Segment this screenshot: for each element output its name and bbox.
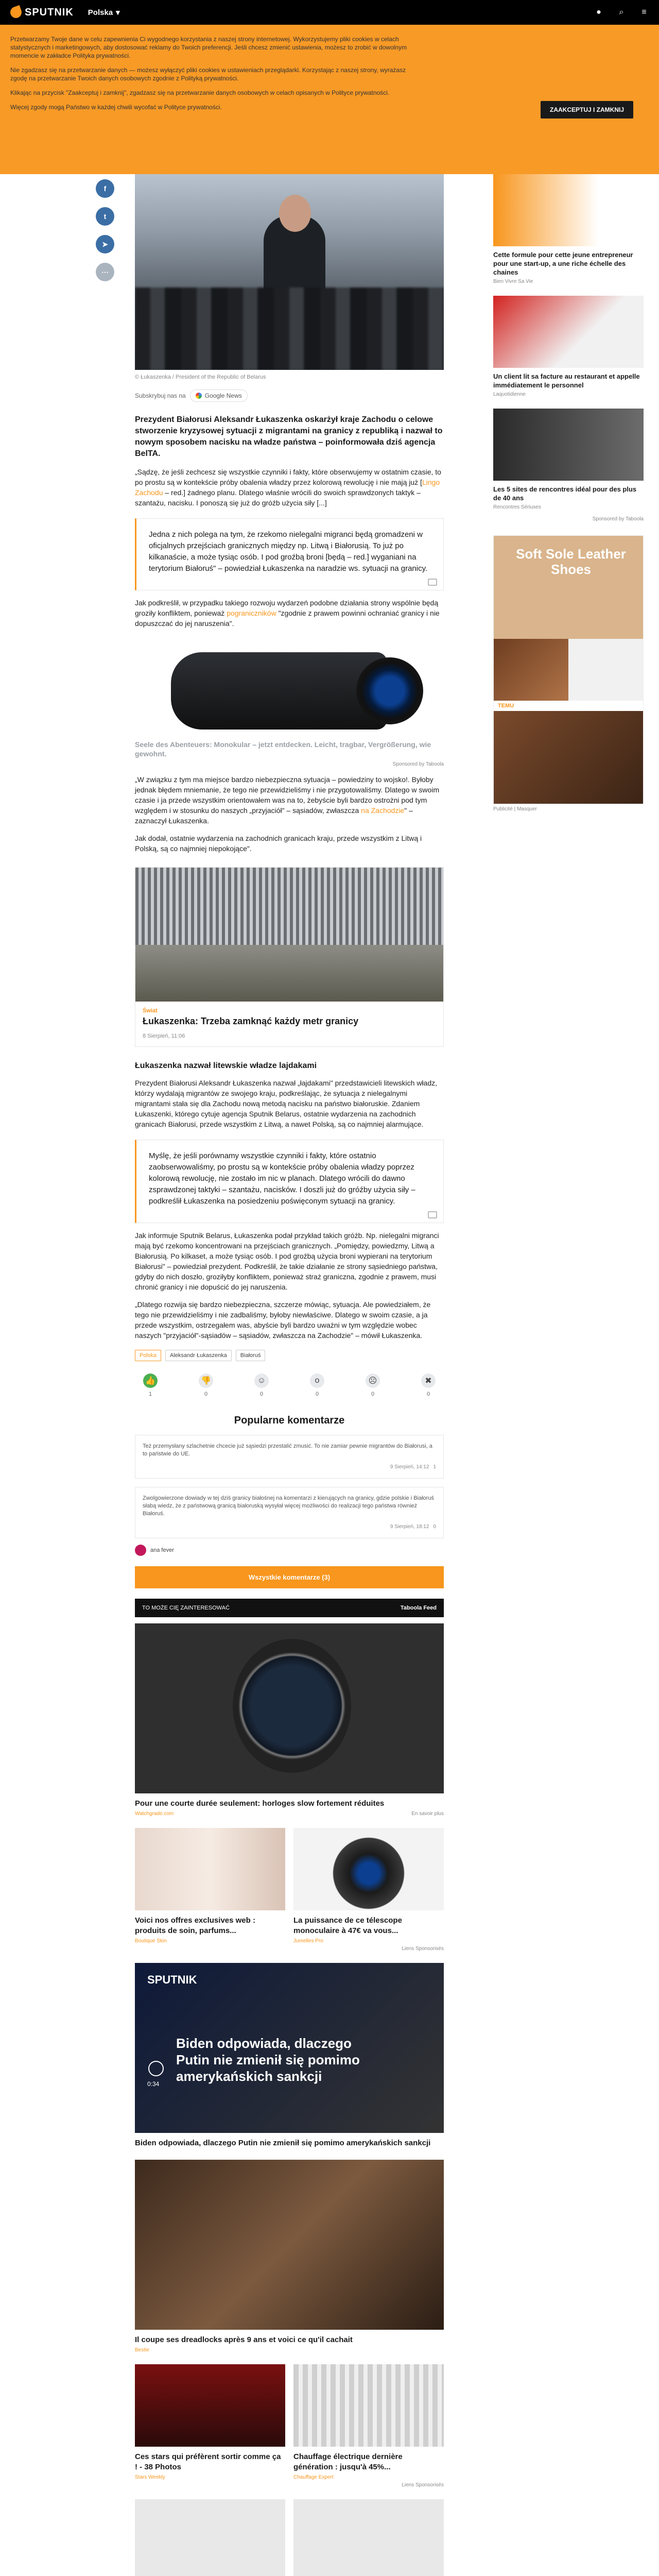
ad-product-image (494, 711, 643, 804)
article-subheading: Łukaszenka nazwał litewskie władze lajdakami (135, 1061, 317, 1070)
promo-source[interactable]: Bestie (135, 2347, 149, 2353)
share-bar (96, 179, 116, 281)
ad-footer[interactable]: Publicité | Masquer (493, 806, 537, 812)
user-icon[interactable]: ● (596, 8, 601, 16)
search-icon[interactable]: ⌕ (619, 8, 624, 16)
telegram-share-icon[interactable]: ➤ (96, 235, 114, 253)
ad-caption[interactable]: Seele des Abenteuers: Monokular – jetzt entdecken. Leicht, tragbar, Vergrößerung, wie gewohnt. (135, 740, 431, 758)
related-article-tag[interactable]: Świat (143, 1008, 158, 1014)
more-share-icon[interactable]: ⋯ (96, 263, 114, 281)
promo-row (135, 2364, 444, 2480)
cookie-text-4: Więcej zgody mogą Państwo w każdej chwili wycofać w Polityce prywatności. (10, 104, 222, 111)
edition-selector[interactable]: Polska ▾ (88, 8, 120, 17)
comment-likes[interactable]: 0 (433, 1524, 436, 1530)
promo-image (293, 1828, 444, 1910)
inline-link[interactable]: na Zachodzie (361, 806, 405, 815)
reaction-laugh[interactable]: ☺ 0 (254, 1374, 269, 1397)
promo-card[interactable]: Ces stars qui préfèrent sortir comme ça ! - 38 Photos Stars Weekly (135, 2364, 285, 2480)
related-article-title[interactable]: Łukaszenka: Trzeba zamknąć każdy metr granicy (143, 1016, 359, 1026)
image-caption: © Łukaszenka / President of the Republic of Belarus (135, 374, 266, 380)
thumbs-down-icon: 👎 (199, 1374, 213, 1388)
article-paragraph: „W związku z tym ma miejsce bardzo niebezpieczna sytuacja – powiedziny to wojsko!. Byłoby jednak błędem mniemanie, że tego nie przewidzieliśmy i nie przygotowaliśmy. Dlatego w swoim czasie i ja przede wszystkim orientowałem was na to, żebyście byli bardzo ostrożni pod tym względem i w stosunku do naszych „przyjaciół" – sąsiadów, zwłaszcza na Zachodzie" – zaznaczył Łukaszenka. (135, 775, 440, 825)
reaction-sad[interactable]: ☹ 0 (366, 1374, 380, 1397)
sidebar-item[interactable]: Un client lit sa facture au restaurant et appelle immédiatement le personnel Laquotidienne (493, 296, 644, 397)
shoes-ad[interactable] (493, 535, 644, 804)
google-news-button[interactable]: Google News (190, 389, 248, 402)
cookie-text-2: Nie zgadzasz się na przetwarzanie danych — możesz wyłączyć pliki cookies w ustawieniach przeglądarki. Korzystając z naszej strony, wyrażasz zgodę na przetwarzanie Twoich danych osobowych zgodnie z Polityką prywatności. (10, 66, 406, 82)
ad-sponsor-label[interactable]: Sponsored by Taboola (392, 761, 444, 767)
facebook-share-icon[interactable]: f (96, 179, 114, 198)
promo-row (135, 2499, 444, 2576)
article-quote: Jedna z nich polega na tym, że rzekomo nielegalni migranci będą gromadzeni w oficjalnych przejściach granicznych między np. Litwą i Białorusią. To już po kilkanaście, a może tysiąc osób. I pod groźbą broni [będą – red.] wyganiani na terytorium Białoruś" – powiedział Łukaszenka na naradzie ws. sytuacji na granicy. (135, 518, 444, 590)
comment-card (135, 1435, 444, 1479)
related-article-date: 8 Sierpień, 11:06 (143, 1033, 185, 1039)
article-tags (135, 1350, 444, 1361)
menu-icon[interactable]: ≡ (641, 8, 647, 16)
comment-text: Zwolgowierzone dowiady w tej dziś granicy białośnej na komentarzi z kierujących na granicy, gdzie polskie i Białoruś słabą wiedz, że z państwową granicą białoruską wysyłał więcej możliwości do realizacji tego państwa również Białoruś. (143, 1495, 434, 1517)
laugh-icon: ☺ (254, 1374, 269, 1388)
sidebar-item[interactable]: Les 5 sites de rencontres idéal pour des plus de 40 ans Rencontres Sériuses (493, 409, 644, 510)
ad-brand: TEMU (498, 703, 514, 709)
comments-heading: Popularne komentarze (234, 1415, 345, 1426)
taboola-feed-label[interactable]: Taboola Feed (400, 1605, 437, 1611)
reaction-surprised[interactable]: o 0 (310, 1374, 324, 1397)
recommendations-header: TO MOŻE CIĘ ZAINTERESOWAĆ Taboola Feed (135, 1599, 444, 1617)
cookie-banner (0, 25, 659, 174)
article-paragraph: „Sądzę, że jeśli zechcesz się wszystkie czynniki i fakty, które obserwujemy w ostatnim czasie, to po prostu są w kontekście próby obalenia władzy przez kolorową rewolucję i nie mają już [Lingo Zachodu – red.] żadnego planu. Dlatego właśnie wrócili do swoich sprawdzonych taktyk – szantażu, nacisku. I ponoszą się już do gróźb użycia siły [...] (135, 468, 441, 507)
tag-lukaszenka[interactable]: Aleksandr Łukaszenka (165, 1350, 232, 1361)
promo-source[interactable]: Watchgrade.com (135, 1811, 174, 1817)
reaction-dislike[interactable]: 👎 0 (199, 1374, 213, 1397)
comment-card (135, 1487, 444, 1538)
reactions-bar (135, 1374, 444, 1397)
promo-card[interactable] (135, 2499, 285, 2576)
chevron-down-icon: ▾ (116, 8, 120, 17)
sponsored-note[interactable]: Liens Sponsorisés (402, 1946, 444, 1952)
all-comments-button[interactable]: Wszystkie komentarze (3) (135, 1566, 444, 1588)
monocular-ad-image[interactable] (135, 642, 444, 735)
sputnik-logo-icon (9, 5, 23, 20)
surprised-icon: o (310, 1374, 324, 1388)
promo-card[interactable]: Voici nos offres exclusives web : produits de soin, parfums... Boutique Skin (135, 1828, 285, 1944)
promo-image (135, 2364, 285, 2447)
site-header (0, 0, 659, 25)
promo-title[interactable]: Il coupe ses dreadlocks après 9 ans et voici ce qu'il cachait (135, 2335, 353, 2344)
quote-icon (428, 1211, 437, 1218)
article-paragraph: Jak dodał, ostatnie wydarzenia na zachodnich granicach kraju, przede wszystkim z Litwą i Polską, są co najmniej niepokojące". (135, 834, 422, 853)
thumbs-up-icon: 👍 (143, 1374, 158, 1388)
promo-card[interactable]: La puissance de ce télescope monoculaire à 47€ va vous... Jumelles Pro (293, 1828, 444, 1944)
article-lead: Prezydent Białorusi Aleksandr Łukaszenka oskarżył kraje Zachodu o celowe stworzenie kryzysowej sytuacji z migrantami na granicy z republiką i nazwał to nowym sposobem nacisku na władze państwa – poinformowała dziś agencja BelTA. (135, 415, 443, 458)
promo-dreadlocks-image[interactable] (135, 2160, 444, 2330)
comment-text: Też przemysłany szlachetnie chcecie już sąsiedzi przestalić zmusić. To nie zamiar pewnie migrantów do Białorusi, a to państwie do UE. (143, 1443, 432, 1457)
promo-card[interactable] (293, 2499, 444, 2576)
promo-card[interactable]: Chauffage électrique dernière génération : jusqu'à 45%... Chauffage Expert (293, 2364, 444, 2480)
cookie-text-3: Klikając na przycisk "Zaakceptuj i zamknij", zgadzasz się na przetwarzanie danych osobowych w celach opisanych w Polityce prywatności. (10, 89, 390, 96)
promo-watch-image[interactable] (135, 1623, 444, 1793)
sputnik-logo: SPUTNIK (147, 1973, 197, 1986)
promo-image (135, 1828, 285, 1910)
article-quote: Myślę, że jeśli porównamy wszystkie czynniki i fakty, które ostatnio zaobserwowaliśmy, po prostu są w kontekście próby obalenia władzy poprzez kolorową rewolucję, nie zostało im nic w planach. Dlatego wrócili do dawno zsprawdzonej taktyki – szantażu, nacisków. I doszli już do gróźby użycia siły – podkreślił Łukaszenka na posiedzeniu poświęconym sytuacji na granicy. (135, 1140, 444, 1223)
google-news-icon (196, 393, 202, 399)
promo-image (135, 2499, 285, 2576)
reaction-angry[interactable]: ✖ 0 (421, 1374, 436, 1397)
sidebar-sponsor[interactable]: Sponsored by Taboola (592, 516, 644, 522)
google-news-subscribe: Subskrybuj nas na Google News (135, 389, 444, 402)
tag-bialorus[interactable]: Białoruś (236, 1350, 266, 1361)
video-overlay-title: Biden odpowiada, dlaczego Putin nie zmienił się pomimo amerykańskich sankcji (176, 2036, 360, 2084)
related-article-image (135, 868, 443, 1002)
article-paragraph: „Dlatego rozwija się bardzo niebezpieczna, szczerze mówiąc, sytuacja. Ale powiedziałem, że tego nie przewidzieliśmy i nie zadbaliśmy, byłoby niewłaściwe. Dlatego w swoim czasie, a ja przede wszystkim, ostrzegałem was, abyście byli bardzo uważni w tym względzie wobec naszych "przyjaciół"-sąsiadów – sąsiadów, zwłaszcza na Zachodzie" – mówił Łukaszenka. (135, 1300, 431, 1340)
promo-cta[interactable]: En savoir plus (411, 1811, 444, 1817)
reaction-like[interactable]: 👍 1 (143, 1374, 158, 1397)
article-paragraph: Jak informuje Sputnik Belarus, Łukaszenka podał przykład takich gróźb. Np. nielegalni migranci mają być rzekomo koncentrowani na przejściach granicznych. „Pomiędzy, powiedzmy, Litwą a Białorusią. Po kilkaset, a może tysiąc osób. I pod groźbą użycia broni wypierani na terytorium Białorusi" – powiedział prezydent. Podkreślił, że takie działanie ze strony sąsiedniego państwa, gdyby do nich doszło, groziłyby konfliktem, ponieważ straż graniczna, zgodnie z prawem, musi chronić granicy i nie dopuścić do jej naruszenia. (135, 1231, 439, 1291)
play-icon[interactable] (148, 2061, 164, 2076)
angry-icon: ✖ (421, 1374, 436, 1388)
comment-likes[interactable]: 1 (433, 1464, 436, 1470)
article-hero-image (135, 174, 444, 370)
ad-product-image (568, 639, 643, 701)
video-duration: 0:34 (147, 2080, 160, 2088)
cookie-text-1: Przetwarzamy Twoje dane w celu zapewnienia Ci wygodnego korzystania z naszej strony internetowej. Wykorzystujemy pliki cookies w celach statystycznych i marketingowych, aby dostosować reklamy do Twoich preferencji. Jeśli chcesz zmienić ustawienia, możesz to zrobić w dowolnym momencie w zakładce Polityka prywatności. (10, 36, 407, 59)
ad-headline: Soft Sole Leather Shoes (516, 546, 626, 577)
avatar (135, 1545, 146, 1556)
promo-image (293, 2499, 444, 2576)
sidebar (493, 174, 644, 812)
tag-polska[interactable]: Polska (135, 1350, 161, 1361)
video-title[interactable]: Biden odpowiada, dlaczego Putin nie zmienił się pomimo amerykańskich sankcji (135, 2139, 431, 2147)
video-card[interactable] (135, 1963, 444, 2133)
sidebar-item-image (493, 296, 644, 368)
promo-row (135, 1828, 444, 1944)
quote-icon (428, 579, 437, 586)
sponsored-note[interactable]: Liens Sponsorisés (402, 2482, 444, 2488)
sad-icon: ☹ (366, 1374, 380, 1388)
promo-title[interactable]: Pour une courte durée seulement: horloges slow fortement réduites (135, 1799, 385, 1808)
sputnik-logo[interactable]: SPUTNIK (10, 7, 74, 19)
comment-date: 9 Sierpień, 18:12 (390, 1524, 429, 1530)
related-article-card[interactable] (135, 867, 444, 1047)
sidebar-item[interactable]: Cette formule pour cette jeune entrepreneur pour une start-up, a une riche échelle des chaines Bien Vivre Sa Vie (493, 174, 644, 284)
article-column (135, 174, 444, 2576)
sidebar-item-image (493, 409, 644, 481)
inline-link[interactable]: Lingo Zachodu (135, 478, 440, 497)
header-actions (594, 8, 649, 17)
twitter-share-icon[interactable]: t (96, 207, 114, 226)
comment-date: 9 Sierpień, 14:12 (390, 1464, 429, 1470)
article-paragraph: Jak podkreślił, w przypadku takiego rozwoju wydarzeń podobne działania strony wspólnie będą groziły konfliktem, ponieważ pograniczników "zgodnie z prawem powinni ochraniać granicy i nie dopuszczać do jej naruszenia". (135, 599, 440, 628)
accept-cookies-button[interactable]: ZAAKCEPTUJ I ZAMKNIJ (541, 101, 633, 118)
sidebar-item-image (493, 174, 644, 246)
article-paragraph: Prezydent Białorusi Aleksandr Łukaszenka nazwał „łajdakami" przedstawicieli litewskich władz, którzy wydalają migrantów ze swojego kraju, podkreślając, że sytuacja z nielegalnymi migrantami stała się dla Zachodu nową metodą nacisku na państwo białoruskie. Zdaniem Łukaszenki, którego cytuje agencja Sputnik Belarus, ostatnie wydarzenia na zachodnich granicach Białorusi, przede wszystkim z Litwą, a nawet Polską, są co najmniej alarmujące. (135, 1079, 438, 1128)
ad-product-image (494, 639, 568, 701)
promo-image (293, 2364, 444, 2447)
inline-link[interactable]: pograniczników (227, 609, 276, 617)
comment-user[interactable]: ana fever (135, 1545, 444, 1556)
